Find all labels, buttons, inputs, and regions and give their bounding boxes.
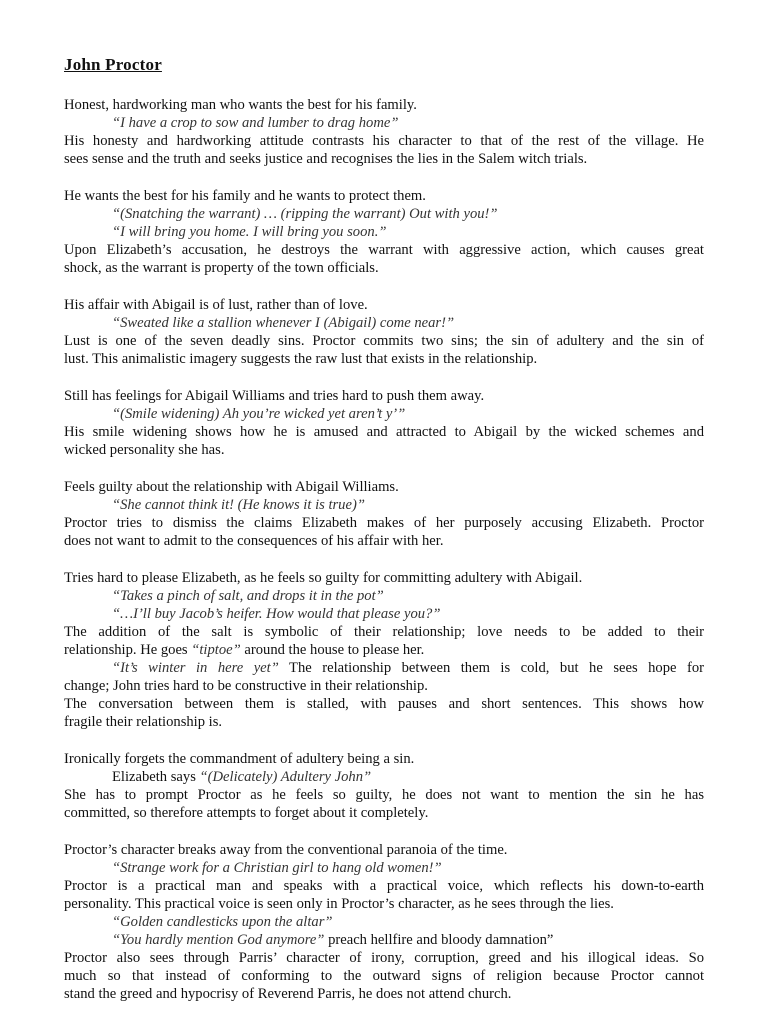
s4-intro: Still has feelings for Abigail Williams and tries hard to push them away. (64, 388, 485, 404)
s6-body-line: change; John tries hard to be constructive in their relationship. (64, 678, 428, 694)
s7-says-text: Elizabeth says (112, 769, 200, 785)
s6-body-text: relationship. He goes (64, 642, 192, 658)
s7-body-line: committed, so therefore attempts to forget about it completely. (64, 805, 429, 821)
s3-intro: His affair with Abigail is of lust, rather than of love. (64, 297, 368, 313)
s5-intro: Feels guilty about the relationship with Abigail Williams. (64, 479, 399, 495)
s6-quote-2: “…I’ll buy Jacob’s heifer. How would that please you?” (112, 606, 441, 622)
s4-body-line: wicked personality she has. (64, 442, 225, 458)
s5-quote-1: “She cannot think it! (He knows it is true)” (112, 497, 365, 513)
s6-body-text: around the house to please her. (240, 642, 425, 658)
s2-body-line: Upon Elizabeth’s accusation, he destroys the warrant with aggressive action, which causes great (64, 242, 704, 258)
s6-body-line: The conversation between them is stalled, with pauses and short sentences. This shows how (64, 696, 704, 712)
s2-quote-2: “I will bring you home. I will bring you soon.” (112, 224, 387, 240)
s2-intro: He wants the best for his family and he wants to protect them. (64, 188, 426, 204)
s6-body-line (64, 641, 704, 659)
s6-body-line: The addition of the salt is symbolic of their relationship; love needs to be added to their (64, 624, 704, 640)
s1-intro: Honest, hardworking man who wants the best for his family. (64, 97, 417, 113)
s2-quote-1: “(Snatching the warrant) … (ripping the warrant) Out with you!” (112, 206, 498, 222)
s6-inline-quote: “It’s winter in here yet” (112, 660, 279, 676)
s8-quote-3 (112, 931, 553, 949)
s8-body-line: personality. This practical voice is seen only in Proctor’s character, as he sees through the lies. (64, 896, 614, 912)
s8-quote-part: “You hardly mention God anymore” (112, 932, 325, 948)
s8-body-line: stand the greed and hypocrisy of Reverend Parris, he does not attend church. (64, 986, 512, 1002)
s5-body-line: does not want to admit to the consequences of his affair with her. (64, 533, 444, 549)
s7-inline-quote: “(Delicately) Adultery John” (199, 769, 372, 785)
s6-inline-quote: “tiptoe” (191, 642, 241, 658)
page-title: John Proctor (64, 55, 162, 74)
s2-body-line: shock, as the warrant is property of the town officials. (64, 260, 379, 276)
s7-body-line: She has to prompt Proctor as he feels so guilty, he does not want to mention the sin he has (64, 787, 704, 803)
s1-body-line: His honesty and hardworking attitude contrasts his character to that of the rest of the village. He (64, 133, 704, 149)
s1-quote-1: “I have a crop to sow and lumber to drag home” (112, 115, 399, 131)
s8-quote-1: “Strange work for a Christian girl to hang old women!” (112, 860, 442, 876)
s6-body-text: The relationship between them is cold, but he sees hope for (278, 660, 704, 676)
s6-body-line: fragile their relationship is. (64, 714, 223, 730)
s8-body-line: much so that instead of conforming to the outward signs of religion because Proctor cannot (64, 968, 704, 984)
s6-quote-1: “Takes a pinch of salt, and drops it in the pot” (112, 588, 384, 604)
s8-quote-part: preach hellfire and bloody damnation” (324, 932, 554, 948)
s5-body-line: Proctor tries to dismiss the claims Elizabeth makes of her purposely accusing Elizabeth. Proctor (64, 515, 704, 531)
s4-quote-1: “(Smile widening) Ah you’re wicked yet aren’t y’” (112, 406, 406, 422)
s7-intro: Ironically forgets the commandment of adultery being a sin. (64, 751, 415, 767)
s8-body-line: Proctor is a practical man and speaks with a practical voice, which reflects his down-to-earth (64, 878, 704, 894)
s3-quote-1: “Sweated like a stallion whenever I (Abigail) come near!” (112, 315, 455, 331)
s8-intro: Proctor’s character breaks away from the conventional paranoia of the time. (64, 842, 508, 858)
s6-body-line (112, 659, 704, 677)
s3-body-line: lust. This animalistic imagery suggests the raw lust that exists in the relationship. (64, 351, 538, 367)
s8-body-line: Proctor also sees through Parris’ character of irony, corruption, greed and his illogical ideas. So (64, 950, 704, 966)
s8-quote-2: “Golden candlesticks upon the altar” (112, 914, 333, 930)
s4-body-line: His smile widening shows how he is amused and attracted to Abigail by the wicked schemes and (64, 424, 704, 440)
s1-body-line: sees sense and the truth and seeks justice and recognises the lies in the Salem witch trials. (64, 151, 588, 167)
s7-says-line (112, 768, 371, 786)
s6-intro: Tries hard to please Elizabeth, as he feels so guilty for committing adultery with Abigail. (64, 570, 583, 586)
s3-body-line: Lust is one of the seven deadly sins. Proctor commits two sins; the sin of adultery and the sin of (64, 333, 704, 349)
